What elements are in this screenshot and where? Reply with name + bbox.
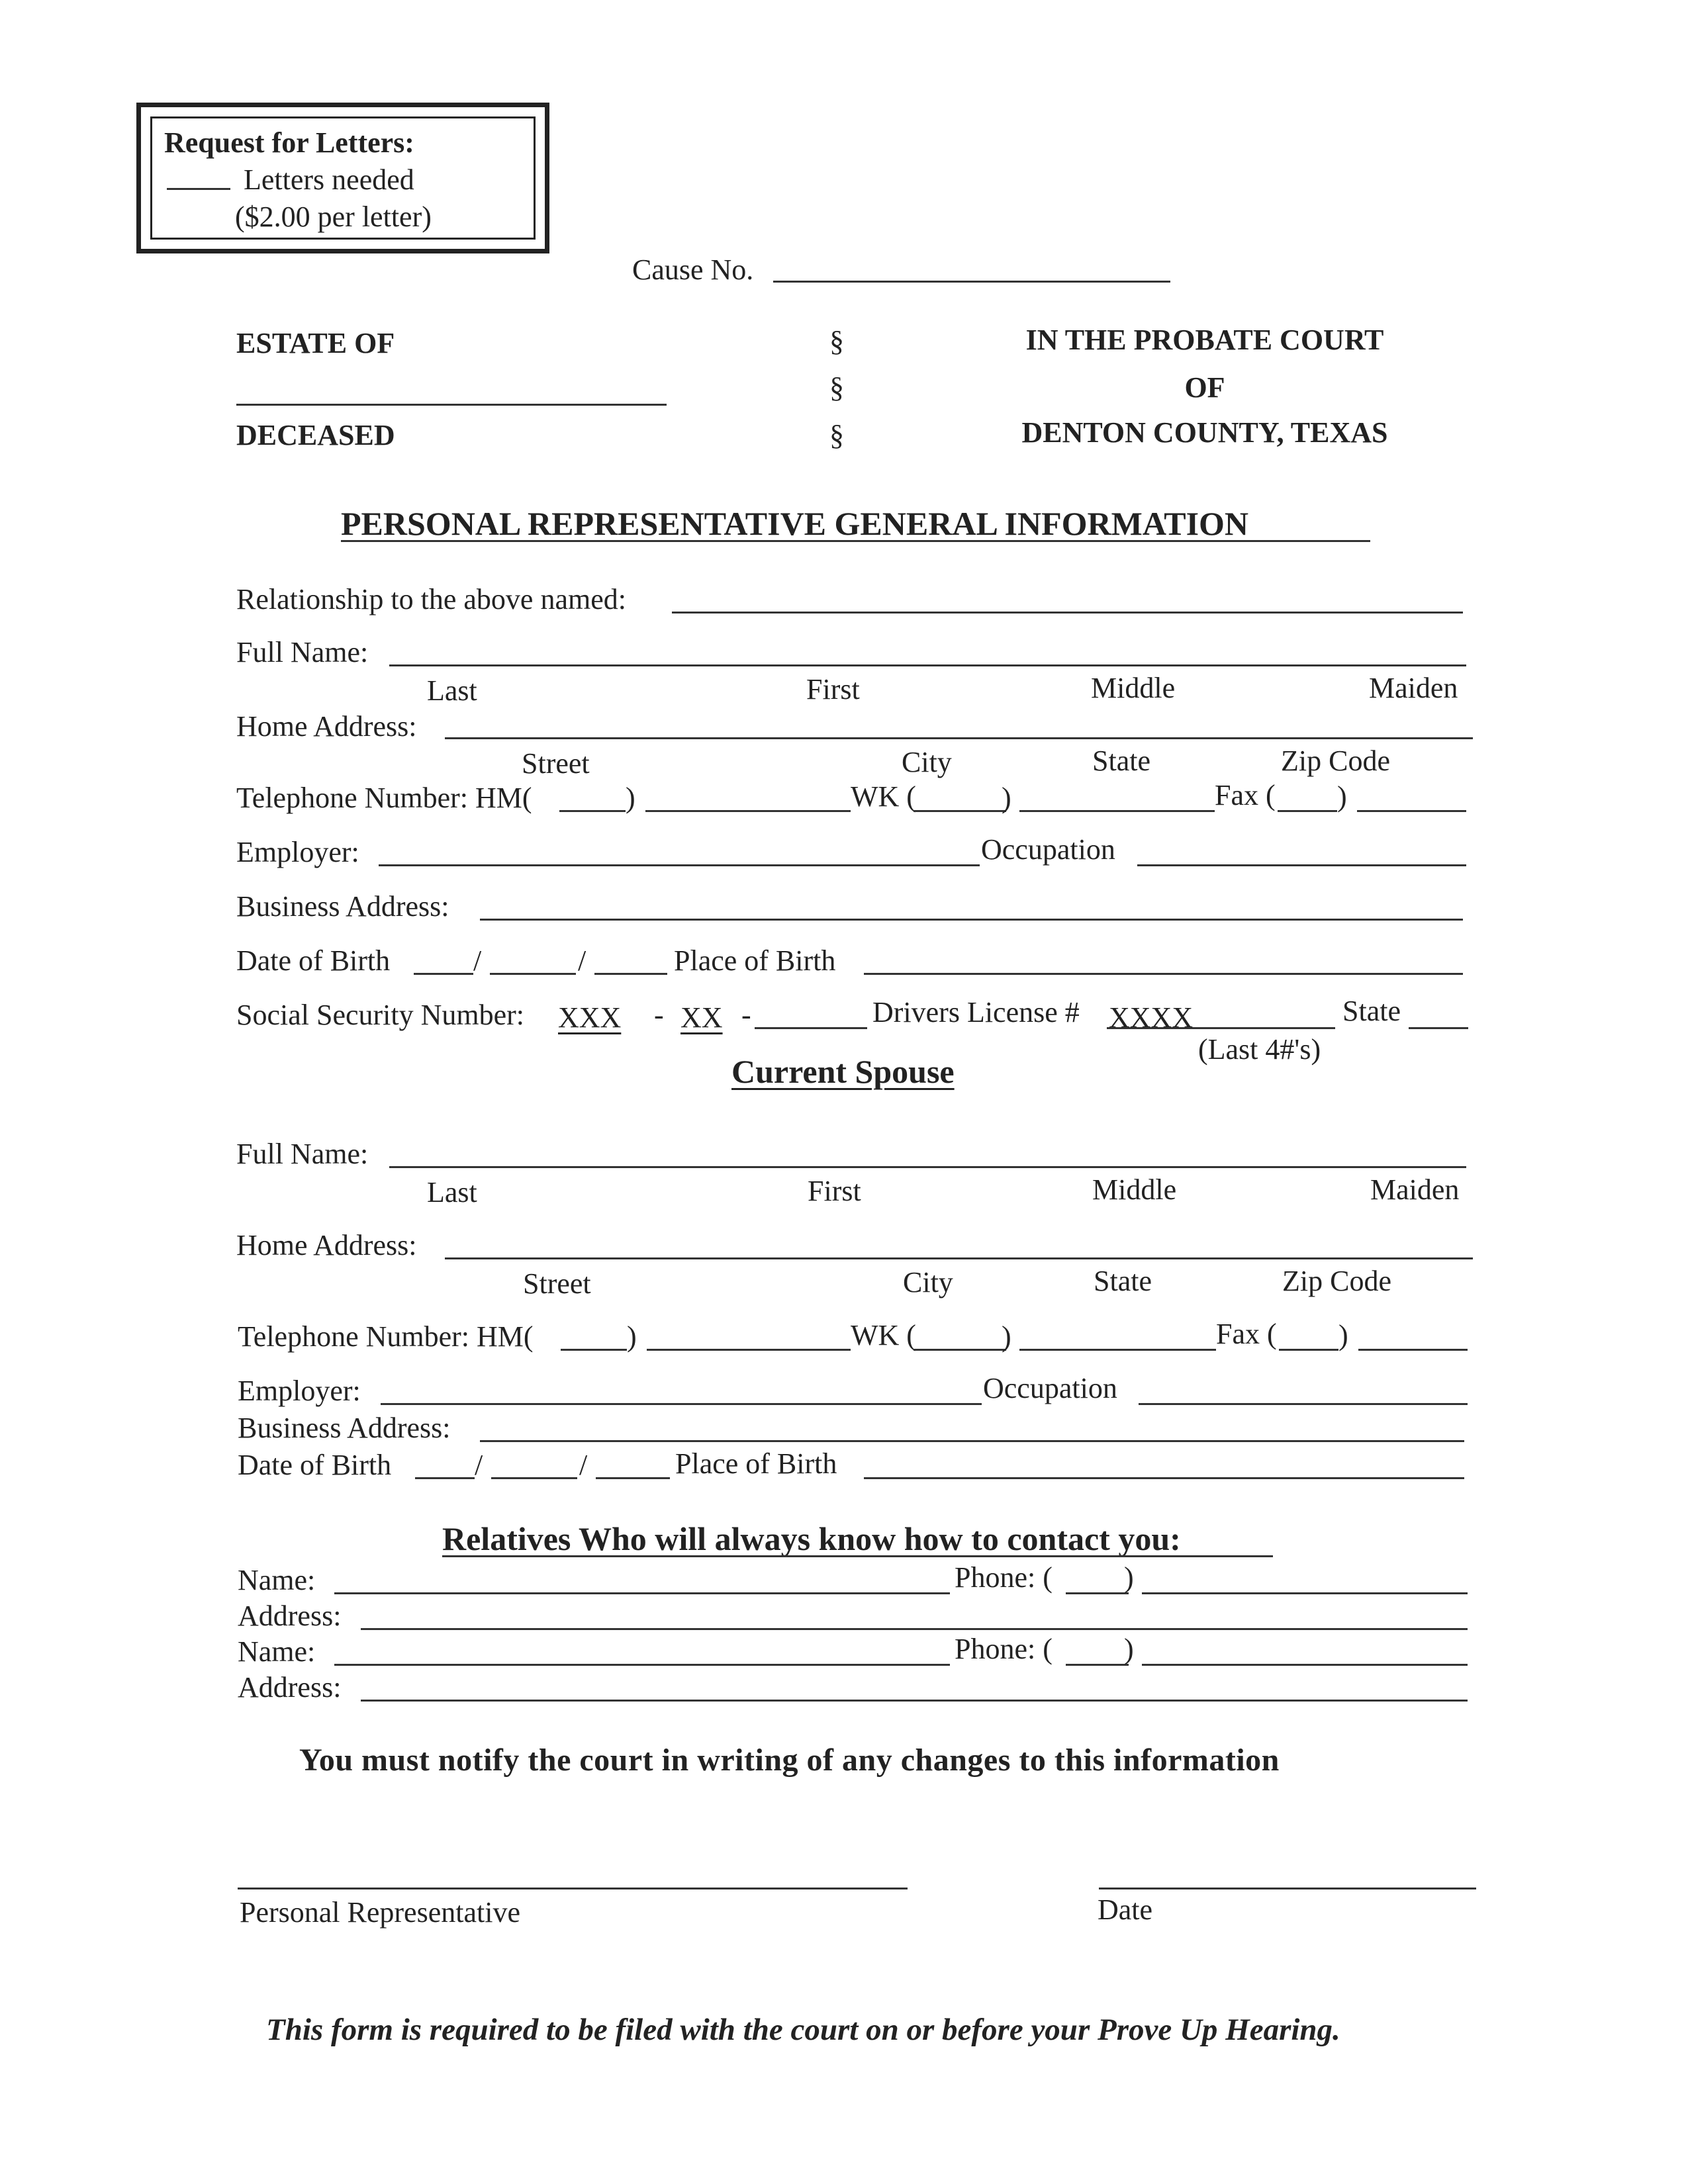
spouse-home-address-label: Home Address: (236, 1229, 417, 1261)
relative-2-area-code-blank[interactable] (1066, 1664, 1129, 1666)
state-sublabel: State (1092, 745, 1150, 777)
spouse-home-phone-blank[interactable] (647, 1349, 851, 1351)
middle-sublabel: Middle (1091, 672, 1176, 704)
full-name-blank[interactable] (389, 664, 1466, 666)
section-mark: § (829, 419, 844, 451)
fax-label: Fax ( (1215, 779, 1276, 811)
title-underline (341, 540, 1370, 542)
court-line-3: DENTON COUNTY, TEXAS (1021, 416, 1388, 449)
occupation-label: Occupation (981, 833, 1115, 866)
employer-label: Employer: (236, 836, 359, 868)
close-paren: ) (1002, 782, 1011, 814)
representative-signature-label: Personal Representative (240, 1896, 520, 1929)
spouse-fax-area-code-blank[interactable] (1279, 1349, 1338, 1351)
relative-1-area-code-blank[interactable] (1066, 1592, 1129, 1594)
ssn-dash: - (741, 999, 751, 1031)
spouse-business-address-label: Business Address: (238, 1412, 451, 1444)
ssn-last4-blank[interactable] (755, 1027, 867, 1029)
dob-label: Date of Birth (236, 944, 391, 977)
letters-needed-blank[interactable] (167, 188, 230, 190)
section-mark: § (829, 325, 844, 357)
spouse-home-address-blank[interactable] (445, 1257, 1473, 1259)
close-paren: ) (1338, 1319, 1348, 1351)
notice-text: You must notify the court in writing of any changes to this information (299, 1743, 1280, 1778)
relative-1-phone-label: Phone: ( (955, 1561, 1053, 1594)
place-of-birth-blank[interactable] (864, 973, 1463, 975)
dl-state-label: State (1342, 995, 1401, 1027)
spouse-street-sublabel: Street (523, 1267, 591, 1300)
work-phone-label: WK ( (851, 780, 916, 813)
employer-blank[interactable] (379, 864, 980, 866)
spouse-heading: Current Spouse (731, 1053, 955, 1090)
home-area-code-blank[interactable] (559, 810, 626, 812)
spouse-dob-year-blank[interactable] (596, 1477, 670, 1479)
relative-2-name-blank[interactable] (334, 1664, 950, 1666)
zip-sublabel: Zip Code (1281, 745, 1390, 777)
spouse-place-of-birth-label: Place of Birth (675, 1447, 837, 1480)
spouse-full-name-blank[interactable] (389, 1166, 1466, 1168)
dob-month-blank[interactable] (414, 973, 473, 975)
spouse-city-sublabel: City (903, 1266, 953, 1298)
close-paren: ) (626, 782, 635, 814)
relative-1-address-label: Address: (238, 1600, 342, 1632)
relative-2-address-label: Address: (238, 1671, 342, 1704)
footer-note: This form is required to be filed with the court on or before your Prove Up Hearing. (266, 2013, 1340, 2047)
relative-2-phone-label: Phone: ( (955, 1633, 1053, 1665)
dob-slash: / (473, 944, 482, 977)
ssn-dash: - (654, 999, 664, 1031)
spouse-home-area-code-blank[interactable] (561, 1349, 627, 1351)
spouse-fax-label: Fax ( (1216, 1318, 1277, 1350)
spouse-dob-day-blank[interactable] (491, 1477, 577, 1479)
spouse-fax-number-blank[interactable] (1358, 1349, 1468, 1351)
relative-1-phone-blank[interactable] (1142, 1592, 1468, 1594)
street-sublabel: Street (522, 747, 590, 780)
date-signature-blank[interactable] (1099, 1888, 1476, 1889)
spouse-middle-sublabel: Middle (1092, 1173, 1177, 1206)
close-paren: ) (627, 1320, 637, 1353)
home-address-label: Home Address: (236, 710, 417, 743)
spouse-work-phone-blank[interactable] (1019, 1349, 1216, 1351)
court-line-2: OF (1184, 371, 1225, 404)
spouse-zip-sublabel: Zip Code (1282, 1265, 1391, 1297)
work-area-code-blank[interactable] (914, 810, 1006, 812)
spouse-full-name-label: Full Name: (236, 1138, 369, 1170)
spouse-telephone-label: Telephone Number: HM( (238, 1320, 534, 1353)
spouse-dob-month-blank[interactable] (415, 1477, 475, 1479)
spouse-occupation-blank[interactable] (1139, 1403, 1468, 1405)
relationship-blank[interactable] (672, 612, 1463, 614)
letters-request-title: Request for Letters: (164, 126, 414, 159)
relative-1-name-label: Name: (238, 1564, 316, 1596)
relationship-label: Relationship to the above named: (236, 583, 626, 615)
drivers-license-label: Drivers License # (872, 996, 1080, 1028)
ssn-masked-area: XXX (558, 1001, 622, 1034)
close-paren: ) (1337, 780, 1347, 813)
relative-2-name-label: Name: (238, 1635, 316, 1668)
close-paren: ) (1124, 1561, 1134, 1594)
cause-no-label: Cause No. (632, 253, 754, 286)
court-line-1: IN THE PROBATE COURT (1025, 324, 1384, 356)
dob-slash: / (578, 944, 586, 977)
spouse-state-sublabel: State (1094, 1265, 1152, 1297)
dl-last4-blank[interactable] (1107, 1027, 1335, 1029)
spouse-place-of-birth-blank[interactable] (864, 1477, 1464, 1479)
fax-area-code-blank[interactable] (1278, 810, 1337, 812)
business-address-blank[interactable] (480, 919, 1463, 921)
decedent-name-blank[interactable] (236, 404, 667, 406)
dl-state-blank[interactable] (1409, 1027, 1468, 1029)
spouse-employer-label: Employer: (238, 1375, 361, 1407)
close-paren: ) (1002, 1320, 1011, 1353)
spouse-maiden-sublabel: Maiden (1370, 1173, 1460, 1206)
spouse-occupation-label: Occupation (983, 1372, 1117, 1404)
work-phone-blank[interactable] (1019, 810, 1215, 812)
dob-slash: / (475, 1449, 483, 1481)
spouse-dob-label: Date of Birth (238, 1449, 392, 1481)
page-title: PERSONAL REPRESENTATIVE GENERAL INFORMATION (341, 505, 1249, 542)
relative-2-phone-blank[interactable] (1142, 1664, 1468, 1666)
last-sublabel: Last (427, 674, 477, 707)
home-address-blank[interactable] (445, 737, 1473, 739)
relative-2-address-blank[interactable] (361, 1700, 1468, 1702)
ssn-label: Social Security Number: (236, 999, 525, 1031)
relatives-heading: Relatives Who will always know how to contact you: (442, 1520, 1181, 1557)
relatives-heading-underline (442, 1555, 1273, 1557)
occupation-blank[interactable] (1137, 864, 1466, 866)
section-mark: § (829, 371, 844, 404)
letters-fee-label: ($2.00 per letter) (235, 201, 432, 233)
ssn-masked-group: XX (680, 1001, 723, 1034)
last4-note: (Last 4#'s) (1198, 1033, 1321, 1066)
spouse-work-phone-label: WK ( (851, 1319, 916, 1351)
telephone-label: Telephone Number: HM( (236, 782, 532, 814)
first-sublabel: First (806, 673, 860, 705)
spouse-business-address-blank[interactable] (480, 1440, 1464, 1442)
representative-signature-blank[interactable] (238, 1888, 908, 1889)
city-sublabel: City (902, 746, 952, 778)
business-address-label: Business Address: (236, 890, 449, 923)
estate-of-label: ESTATE OF (236, 327, 395, 359)
spouse-first-sublabel: First (808, 1175, 861, 1207)
fax-number-blank[interactable] (1357, 810, 1466, 812)
cause-no-blank[interactable] (773, 281, 1170, 283)
home-phone-blank[interactable] (645, 810, 851, 812)
close-paren: ) (1124, 1633, 1134, 1665)
dl-masked: XXXX (1109, 1001, 1194, 1034)
letters-needed-label: Letters needed (244, 163, 414, 196)
relative-1-address-blank[interactable] (361, 1628, 1468, 1630)
full-name-label: Full Name: (236, 636, 369, 668)
spouse-last-sublabel: Last (427, 1176, 477, 1208)
maiden-sublabel: Maiden (1369, 672, 1458, 704)
dob-year-blank[interactable] (594, 973, 667, 975)
spouse-work-area-code-blank[interactable] (914, 1349, 1006, 1351)
dob-day-blank[interactable] (490, 973, 576, 975)
place-of-birth-label: Place of Birth (674, 944, 836, 977)
deceased-label: DECEASED (236, 419, 395, 451)
relative-1-name-blank[interactable] (334, 1592, 950, 1594)
dob-slash: / (579, 1449, 588, 1481)
spouse-employer-blank[interactable] (381, 1403, 982, 1405)
date-label: Date (1098, 1893, 1153, 1926)
